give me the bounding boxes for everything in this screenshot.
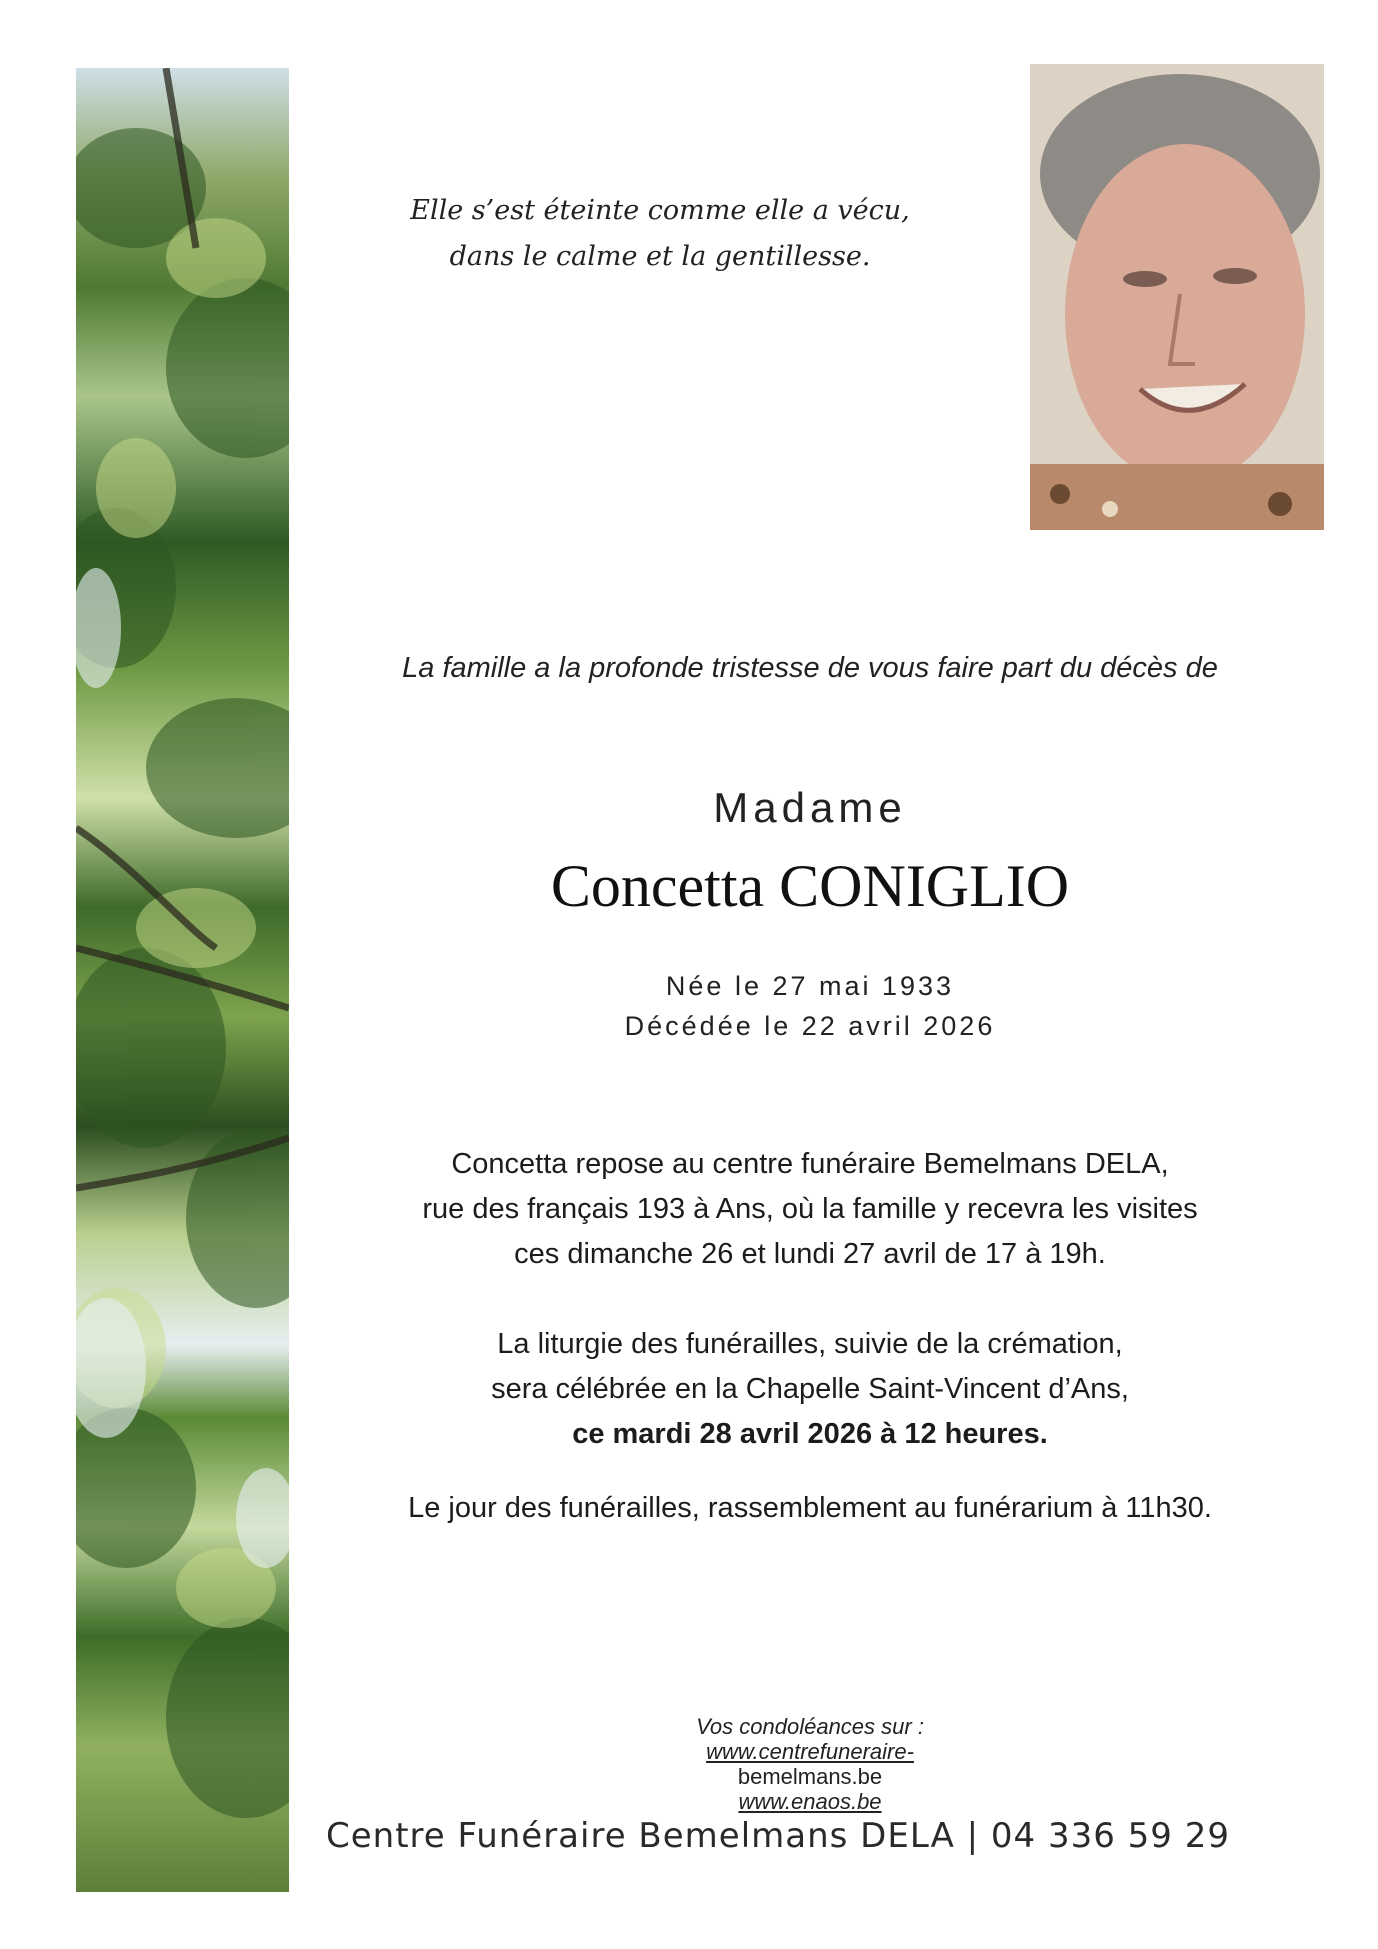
condolences-block: [520, 1714, 1100, 1814]
ceremony-line-2: sera célébrée en la Chapelle Saint-Vincent d’Ans,: [491, 1373, 1129, 1405]
death-date: Décédée le 22 avril 2026: [624, 1011, 996, 1041]
quote-line-2: dans le calme et la gentillesse.: [449, 241, 871, 272]
visitation-info: [300, 1142, 1320, 1277]
ceremony-date-time: ce mardi 28 avril 2026 à 12 heures.: [572, 1418, 1048, 1450]
birth-date: Née le 27 mai 1933: [665, 971, 955, 1001]
condolences-link-1-underlined[interactable]: www.centrefuneraire-: [706, 1739, 914, 1764]
visitation-line-3: ces dimanche 26 et lundi 27 avril de 17 à 19h.: [514, 1238, 1106, 1270]
condolences-link-1[interactable]: [520, 1739, 1100, 1789]
gathering-info: [300, 1486, 1320, 1531]
honorific: Madame: [713, 784, 907, 831]
life-dates: [500, 966, 1120, 1046]
condolences-link-2[interactable]: www.enaos.be: [738, 1789, 882, 1814]
condolences-link-1-rest[interactable]: bemelmans.be: [737, 1764, 883, 1789]
funeral-home-footer: Centre Funéraire Bemelmans DELA | 04 336 59 29: [326, 1816, 1231, 1856]
condolences-label: Vos condoléances sur :: [696, 1714, 924, 1739]
visitation-line-2: rue des français 193 à Ans, où la famille y recevra les visites: [422, 1193, 1198, 1225]
forest-canopy-image: [76, 68, 289, 1892]
announcement-intro: La famille a la profonde tristesse de vous faire part du décès de: [402, 652, 1218, 684]
portrait-photo: [1030, 64, 1324, 530]
forest-canopy-illustration: [76, 68, 289, 1892]
ceremony-info: [300, 1322, 1320, 1457]
ceremony-line-1: La liturgie des funérailles, suivie de la crémation,: [497, 1328, 1123, 1360]
gathering-line: Le jour des funérailles, rassemblement au funérarium à 11h30.: [408, 1492, 1212, 1524]
deceased-name: Concetta CONIGLIO: [550, 853, 1070, 919]
portrait-illustration: [1030, 64, 1324, 530]
memorial-quote: [380, 188, 940, 280]
visitation-line-1: Concetta repose au centre funéraire Bemelmans DELA,: [451, 1148, 1169, 1180]
quote-line-1: Elle s’est éteinte comme elle a vécu,: [410, 195, 910, 226]
